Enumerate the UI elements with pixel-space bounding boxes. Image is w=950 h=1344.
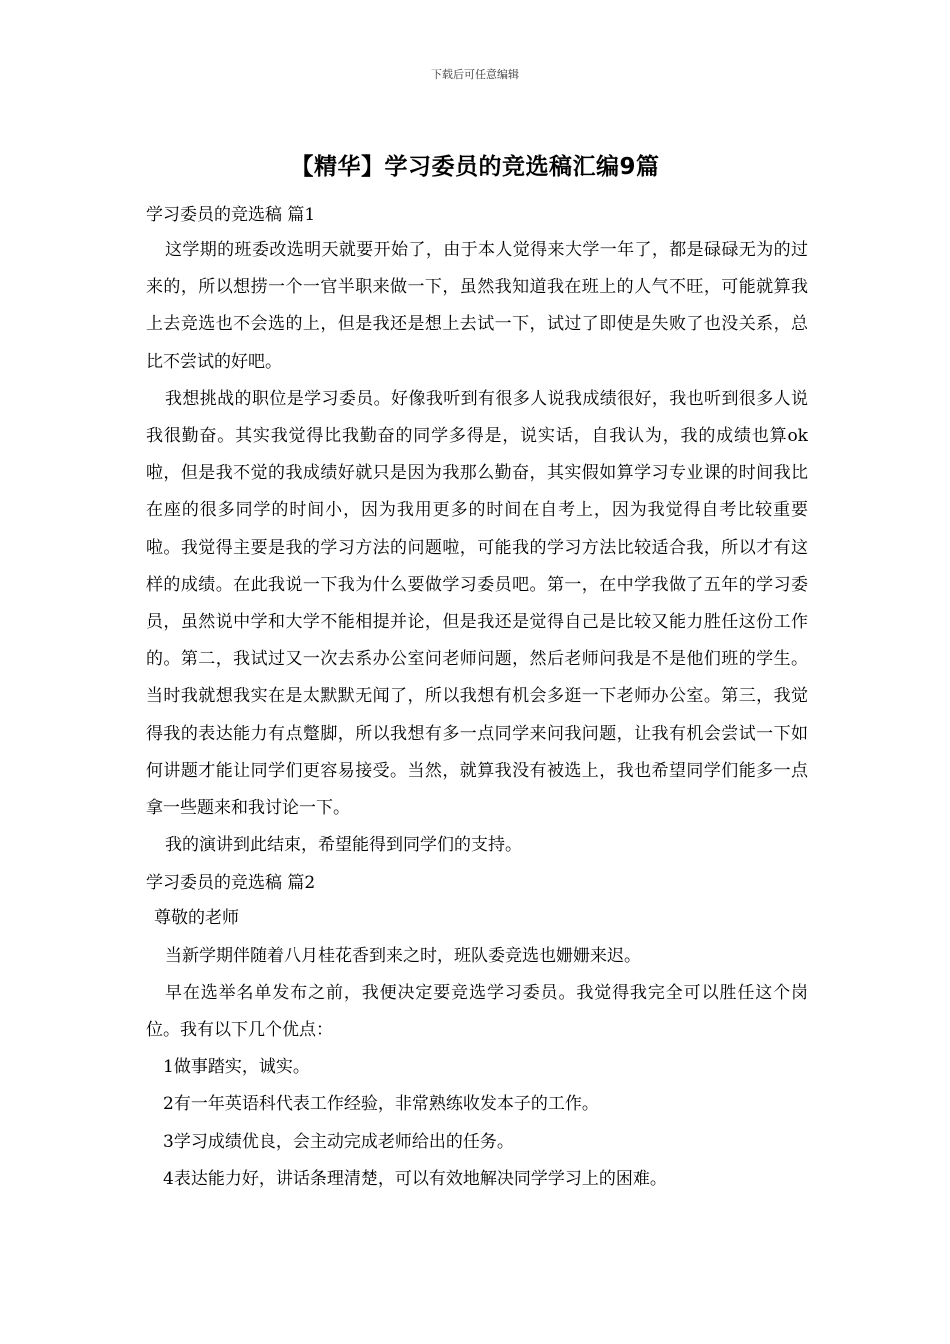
list-item: 2有一年英语科代表工作经验，非常熟练收发本子的工作。 [163,1094,599,1115]
list-item: 1做事踏实，诚实。 [163,1057,310,1078]
paragraph: 我的演讲到此结束，希望能得到同学们的支持。 [165,835,522,856]
paragraph: 我想挑战的职位是学习委员。好像我听到有很多人说我成绩很好，我也听到很多人说我很勤奋。其实我觉得比我勤奋的同学多得是，说实话，自我认为，我的成绩也算ok啦，但是我不觉的我成绩好就只是因为我那么勤奋，其实假如算学习专业课的时间我比在座的很多同学的时间小，因为我用更多的时间在自考上，因为我觉得自考比较重要啦。我觉得主要是我的学习方法的问题啦，可能我的学习方法比较适合我，所以才有这样的成绩。在此我说一下我为什么要做学习委员吧。第一，在中学我做了五年的学习委员，虽然说中学和大学不能相提并论，但是我还是觉得自己是比较又能力胜任这份工作的。第二，我试过又一次去系办公室问老师问题，然后老师问我是不是他们班的学生。当时我就想我实在是太默默无闻了，所以我想有机会多逛一下老师办公室。第三，我觉得我的表达能力有点蹩脚，所以我想有多一点同学来问我问题，让我有机会尝试一下如何讲题才能让同学们更容易接受。当然，就算我没有被选上，我也希望同学们能多一点拿一些题来和我讨论一下。 [146,388,808,819]
paragraph: 早在选举名单发布之前，我便决定要竞选学习委员。我觉得我完全可以胜任这个岗位。我有以下几个优点： [146,982,808,1041]
section-heading-1: 学习委员的竞选稿 篇1 [146,205,316,225]
list-item: 3学习成绩优良，会主动完成老师给出的任务。 [163,1131,514,1152]
paragraph: 当新学期伴随着八月桂花香到来之时，班队委竞选也姗姗来迟。 [165,945,641,966]
list-item: 4表达能力好，讲话条理清楚，可以有效地解决同学学习上的困难。 [163,1168,667,1189]
section-heading-2: 学习委员的竞选稿 篇2 [146,873,316,894]
document-body [146,196,808,1198]
salutation: 尊敬的老师 [154,908,239,929]
paragraph: 这学期的班委改选明天就要开始了，由于本人觉得来大学一年了，都是碌碌无为的过来的，所以想捞一个一官半职来做一下，虽然我知道我在班上的人气不旺，可能就算我上去竞选也不会选的上，但是我还是想上去试一下，试过了即使是失败了也没关系，总比不尝试的好吧。 [146,240,808,372]
page-header-note: 下载后可任意编辑 [431,68,519,81]
document-title: 【精华】学习委员的竞选稿汇编9篇 [290,154,660,180]
